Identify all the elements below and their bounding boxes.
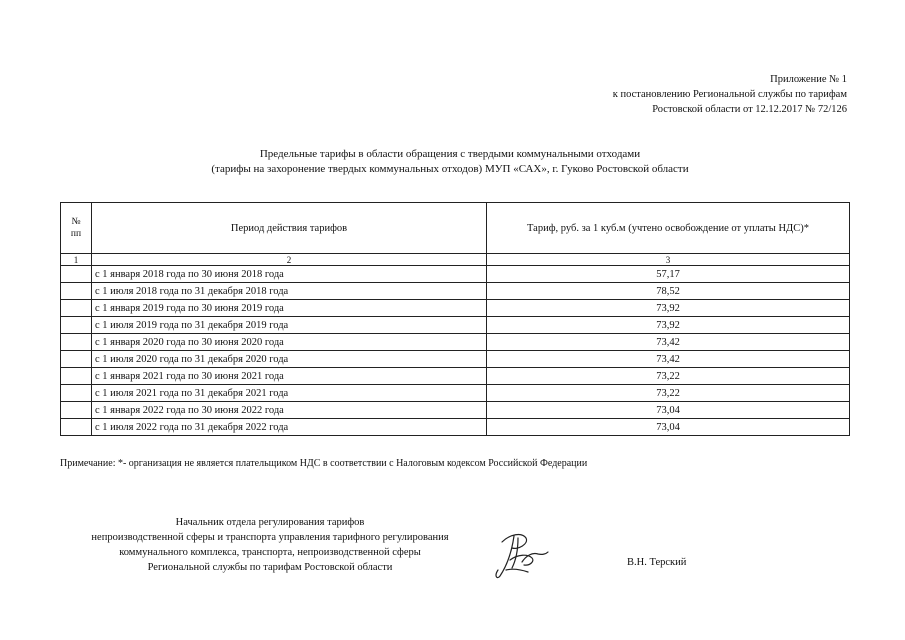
table-row [61, 317, 850, 334]
row-period: с 1 июля 2018 года по 31 декабря 2018 года [92, 283, 487, 300]
row-period: с 1 января 2018 года по 30 июня 2018 года [92, 266, 487, 283]
appendix-line-3: Ростовской области от 12.12.2017 № 72/126 [652, 104, 847, 115]
row-value: 78,52 [487, 283, 850, 300]
row-period: с 1 января 2021 года по 30 июня 2021 года [92, 368, 487, 385]
row-number [61, 385, 92, 402]
row-number [61, 402, 92, 419]
row-period: с 1 января 2019 года по 30 июня 2019 года [92, 300, 487, 317]
appendix-line-1: Приложение № 1 [770, 74, 847, 85]
header-tariff: Тариф, руб. за 1 куб.м (учтено освобождение от уплаты НДС)* [487, 203, 850, 254]
table-row [61, 334, 850, 351]
column-number-2: 2 [92, 254, 487, 266]
table-row [61, 300, 850, 317]
row-period: с 1 июля 2019 года по 31 декабря 2019 года [92, 317, 487, 334]
row-value: 73,42 [487, 351, 850, 368]
row-value: 73,92 [487, 300, 850, 317]
table-row [61, 419, 850, 436]
column-number-3: 3 [487, 254, 850, 266]
row-number [61, 334, 92, 351]
row-value: 57,17 [487, 266, 850, 283]
row-number [61, 300, 92, 317]
table-row [61, 283, 850, 300]
row-period: с 1 июля 2022 года по 31 декабря 2022 года [92, 419, 487, 436]
row-period: с 1 июля 2021 года по 31 декабря 2021 года [92, 385, 487, 402]
appendix-header [613, 72, 847, 117]
signer-name: В.Н. Терский [627, 557, 687, 568]
column-number-row [61, 254, 850, 266]
handwritten-signature-icon [488, 520, 550, 582]
row-number [61, 419, 92, 436]
signer-line-3: коммунального комплекса, транспорта, непроизводственной сферы [119, 547, 421, 558]
row-value: 73,22 [487, 368, 850, 385]
row-number [61, 266, 92, 283]
table-row [61, 402, 850, 419]
row-value: 73,04 [487, 419, 850, 436]
row-period: с 1 января 2022 года по 30 июня 2022 года [92, 402, 487, 419]
header-number [61, 203, 92, 254]
column-number-1: 1 [61, 254, 92, 266]
row-number [61, 317, 92, 334]
row-period: с 1 июля 2020 года по 31 декабря 2020 года [92, 351, 487, 368]
title-line-1: Предельные тарифы в области обращения с твердыми коммунальными отходами [259, 148, 641, 160]
title-line-2: (тарифы на захоронение твердых коммунальных отходов) МУП «САХ», г. Гуково Ростовской области [211, 163, 689, 175]
table-header-row [61, 203, 850, 254]
document-title [150, 147, 750, 177]
footnote: Примечание: *- организация не является плательщиком НДС в соответствии с Налоговым кодексом Российской Федерации [60, 458, 588, 469]
row-number [61, 368, 92, 385]
table-row [61, 266, 850, 283]
row-number [61, 283, 92, 300]
tariffs-table [60, 202, 850, 436]
signer-line-2: непроизводственной сферы и транспорта управления тарифного регулирования [91, 532, 449, 543]
appendix-line-2: к постановлению Региональной службы по тарифам [612, 89, 847, 100]
table-row [61, 385, 850, 402]
row-value: 73,22 [487, 385, 850, 402]
row-value: 73,42 [487, 334, 850, 351]
table-row [61, 368, 850, 385]
header-number-symbol: № [71, 217, 81, 227]
header-number-abbr: пп [70, 229, 82, 239]
row-value: 73,04 [487, 402, 850, 419]
row-value: 73,92 [487, 317, 850, 334]
row-period: с 1 января 2020 года по 30 июня 2020 года [92, 334, 487, 351]
table-row [61, 351, 850, 368]
signer-line-4: Региональной службы по тарифам Ростовской области [147, 562, 393, 573]
row-number [61, 351, 92, 368]
header-period: Период действия тарифов [92, 203, 487, 254]
signer-line-1: Начальник отдела регулирования тарифов [175, 517, 365, 528]
signer-position [60, 515, 480, 575]
